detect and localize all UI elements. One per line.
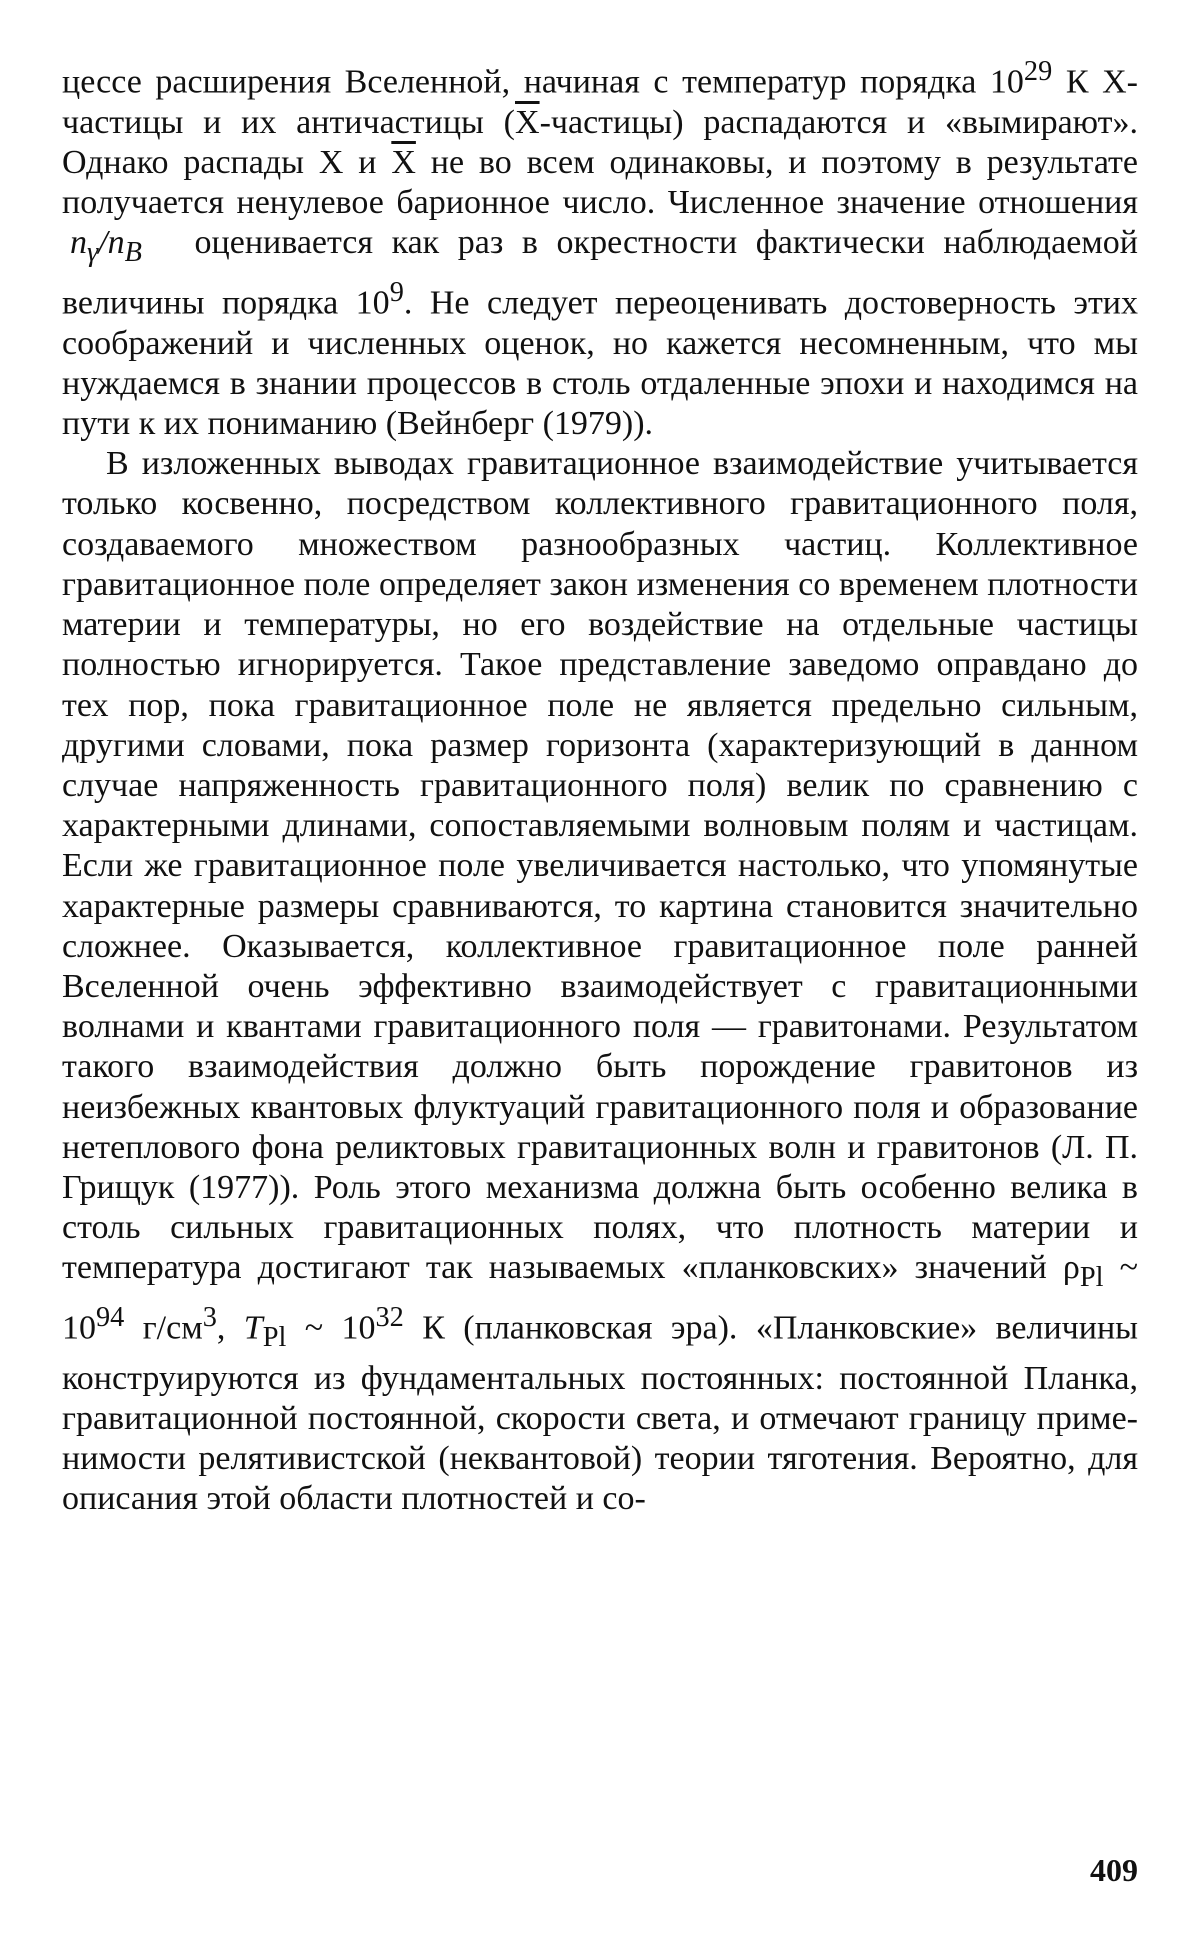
paragraph-1: цессе расширения Вселенной, начиная с температур порядка $10^{29}$ К X-частицы и их античастицы $(\overline{X}-частицы)$ распадаются и «вымирают». Однако распады X и $\overline{X}$ не во всем одинаковы, и поэтому в результате получается ненулевое барионное число. Численное значение отношения $n_\gamma/n_B$ оценивается как раз в окрестности фактически наблюдаемой величины порядка $10^9$. Не следует переоценивать достоверность этих соображений и численных оценок, но кажется несомненным, что мы нуждаемся в знании процессов в столь отдаленные эпохи и находимся на пути к их пониманию (Вейнберг (1979)). xyxy=(62,56,1138,443)
body-text xyxy=(62,52,1138,1519)
book-page xyxy=(62,52,1138,1519)
paragraph-2: В изложенных выводах гравитационное взаимодействие учитывается только косвенно, посредством коллективного гравитационного поля, создаваемого множеством разнообразных частиц. Коллективное гравитационное поле определяет закон изменения со временем плотности материи и температуры, но его воздействие на отдельные частицы полностью игнорируется. Такое представление заведомо оправдано до тех пор, пока гравитационное поле не является предельно сильным, другими словами, пока размер горизонта (характеризующий в данном случае напряженность гравитационного поля) велик по сравнению с характерными длинами, сопоставляемыми волновым полям и частицам. Если же гравитационное поле увеличивается настолько, что упомянутые характерные размеры сравниваются, то картина становится значительно сложнее. Оказывается, коллективное гравитационное поле ранней Вселенной очень эффективно взаимодействует с гравитационными волнами и квантами гравитационного поля — гравитонами. Результатом такого взаимодействия должно быть порождение гравитонов из неизбежных квантовых флуктуаций гравитационного поля и образование нетеплового фона реликтовых гравитационных волн и гравитонов (Л. П. Грищук (1977)). Роль этого механизма должна быть особенно велика в столь сильных гравитационных полях, что плотность материи и температура достигают так называемых «планковских» значений $\rho_{Pl}$ ~ $10^{94}$ $г/см^3$, $T_{Pl}$ ~ $10^{32}$ К (планковская эра). «Планковские» величины конструируются из фундаментальных постоянных: постоянной Планка, гравитационной постоянной, скорости света, и отмечают границу применимости релятивистской (неквантовой) теории тяготения. Вероятно, для описания этой области плотностей и со- xyxy=(62,445,1138,1518)
ratio-formula: $n_\gamma/n_B$ xyxy=(70,224,142,268)
page-number: 409 xyxy=(1090,1852,1138,1888)
